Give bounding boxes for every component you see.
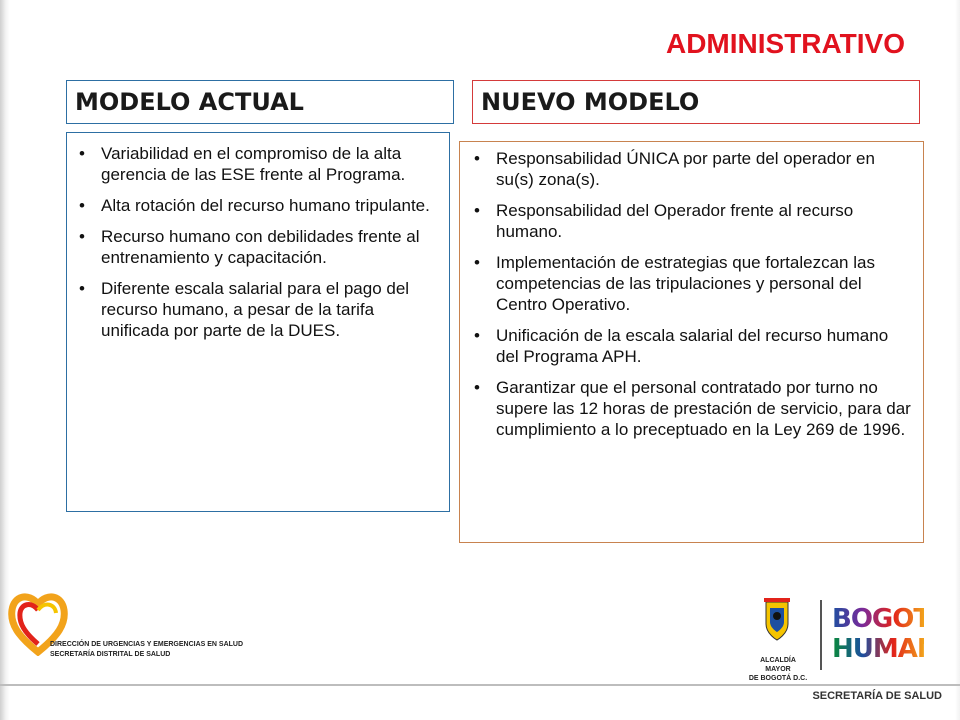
list-item: • Recurso humano con debilidades frente al entrenamiento y capacitación. — [75, 226, 437, 268]
modelo-actual-content — [66, 132, 450, 512]
list-item: • Unificación de la escala salarial del recurso humano del Programa APH. — [470, 325, 911, 367]
nuevo-modelo-header — [472, 80, 920, 124]
alcaldia-line-2: DE BOGOTÁ D.C. — [748, 675, 808, 682]
bogota-logo-line-1: BOGOTÁ — [832, 604, 948, 634]
nuevo-modelo-header-label: NUEVO MODELO — [481, 88, 700, 116]
direccion-urgencias-logo-text — [50, 640, 250, 660]
list-item: • Responsabilidad ÚNICA por parte del operador en su(s) zona(s). — [470, 148, 911, 190]
coat-of-arms-icon — [762, 598, 792, 644]
slide-title: ADMINISTRATIVO — [665, 28, 905, 59]
bogota-logo-line-2: HUMANA — [832, 634, 957, 664]
bogota-humana-logo — [832, 604, 957, 668]
list-item: • Responsabilidad del Operador frente al recurso humano. — [470, 200, 911, 242]
modelo-actual-list — [75, 143, 437, 341]
nuevo-modelo-list — [470, 148, 911, 440]
logo-line-2: SECRETARÍA DISTRITAL DE SALUD — [50, 651, 171, 658]
list-item: • Alta rotación del recurso humano tripulante. — [75, 195, 437, 216]
list-item: • Variabilidad en el compromiso de la alta gerencia de las ESE frente al Programa. — [75, 143, 437, 185]
alcaldia-line-1: ALCALDÍA MAYOR — [760, 657, 796, 673]
secretaria-de-salud-label: SECRETARÍA DE SALUD — [812, 690, 942, 702]
alcaldia-logo-text — [748, 656, 808, 683]
list-item: • Implementación de estrategias que fortalezcan las competencias de las tripulaciones y personal del Centro Operativo. — [470, 252, 911, 315]
list-item: • Garantizar que el personal contratado por turno no supere las 12 horas de prestación de servicio, para dar cumplimiento a lo preceptuado en la Ley 269 de 1996. — [470, 377, 911, 440]
footer-divider — [0, 684, 960, 686]
list-item: • Diferente escala salarial para el pago del recurso humano, a pesar de la tarifa unificada por parte de la DUES. — [75, 278, 437, 341]
modelo-actual-header-label: MODELO ACTUAL — [75, 88, 304, 116]
logo-line-1: DIRECCIÓN DE URGENCIAS Y EMERGENCIAS EN SALUD — [50, 641, 244, 648]
modelo-actual-header — [66, 80, 454, 124]
logo-divider — [820, 600, 822, 670]
nuevo-modelo-content — [459, 141, 924, 543]
